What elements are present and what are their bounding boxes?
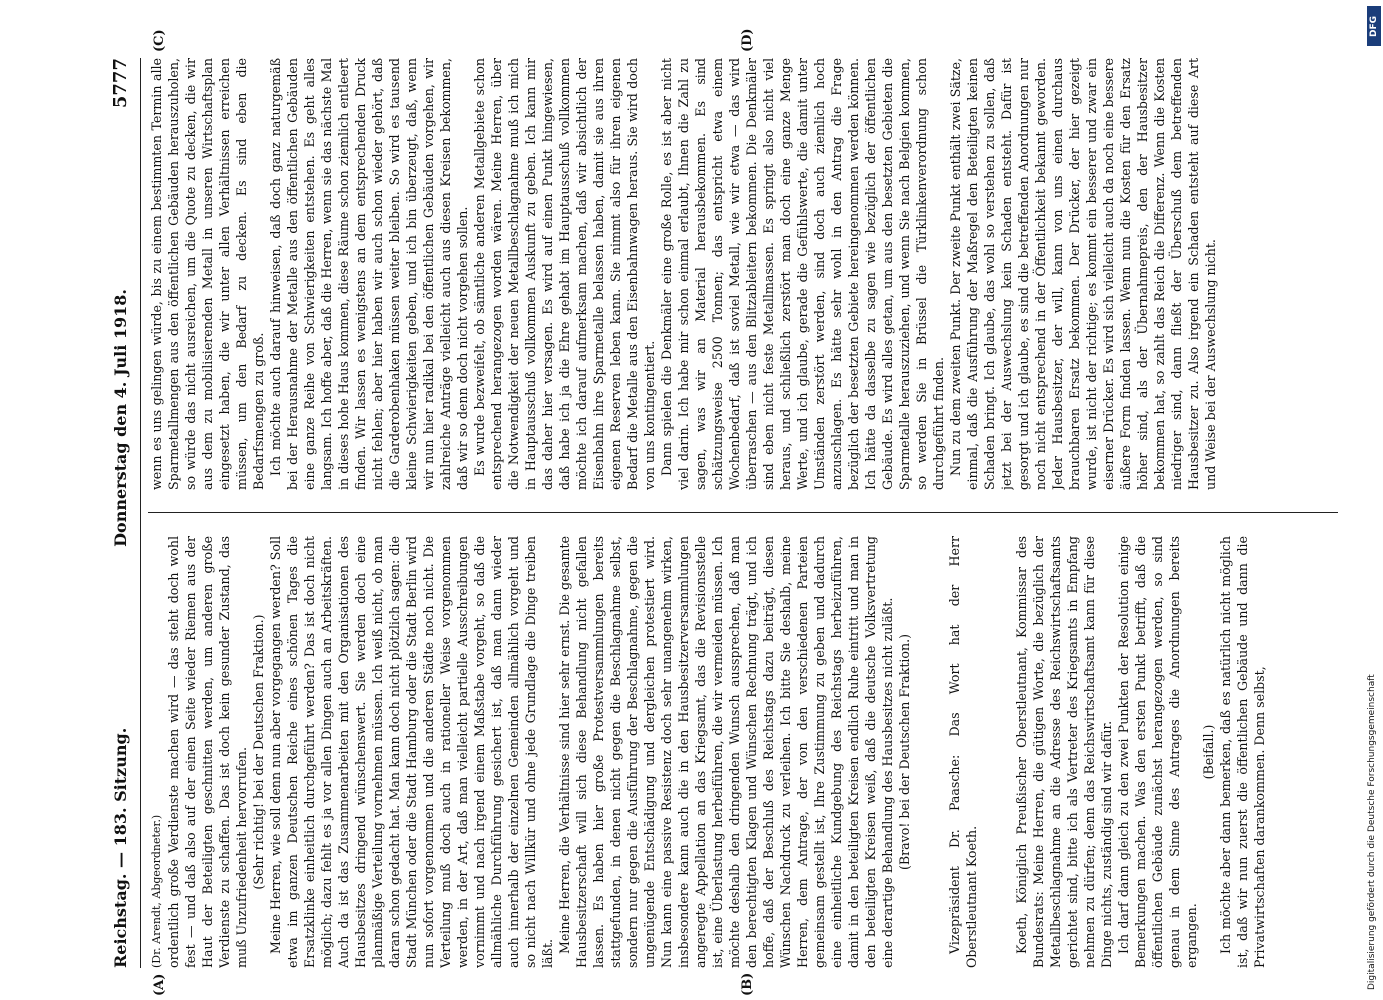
credit-text: Digitalisierung gefördert durch die Deutsche Forschungsgemeinschaft: [1367, 674, 1377, 990]
paragraph: (Beifall.): [1201, 724, 1217, 780]
paragraph-spacer: [926, 536, 934, 968]
left-text-column: [148, 536, 1338, 968]
paragraph: Koeth, Königlich Preußischer Oberstleutnant, Kommissar des Bundesrats: Meine Herren, die gütigen Worte, die bezüglich der Metallbeschlagnahme an die Adresse des Reichswirtschaftsamts gerichtet sind, bitte ich als Vertreter des Kriegsamts in Empfang nehmen zu dürfen; denn das Reichswirtschaftsamt kann für diese Dinge nichts, zuständig sind wir dafür.: [1014, 536, 1115, 968]
header-date: Donnerstag den 4. Juli 1918.: [110, 289, 130, 547]
paragraph: Meine Herren, die Verhältnisse sind hier sehr ernst. Die gesamte Hausbesitzerschaft will sich diese Behandlung nicht gefallen lassen. Es haben hier große Protestversammlungen bereits stattgefunden, in denen nicht gegen die Beschlagnahme selbst, sondern nur gegen die Ausführung der Beschlagnahme, gegen die ungenügende Entschädigung und dergleichen protestiert wird. Nun kann eine passive Resistenz doch sehr unangenehm wirken, insbesondere kann auch die in den Hausbesitzerversammlungen angeregte Appellation an das Kriegsamt, das die Revisionsstelle ist, eine Überlastung herbeiführen, die wir vermeiden müssen. Ich möchte deshalb den dringenden Wunsch aussprechen, daß man den berechtigten Klagen und Wünschen Rechnung trägt, und ich hoffe, daß der Beschluß des Reichstags dazu beiträgt, diesen Wünschen Nachdruck zu verleihen. Ich bitte Sie deshalb, meine Herren, dem Antrage, der von den verschiedenen Parteien gemeinsam gestellt ist, Ihre Zustimmung zu geben und dadurch eine einheitliche Kundgebung des Reichstags herbeizuführen, damit in den beteiligten Kreisen endlich Ruhe eintritt und man in den beteiligten Kreisen weiß, daß die deutsche Volksvertretung eine derartige Behandlung des Hausbesitzes nicht zuläßt.: [557, 536, 895, 968]
right-text-column: [148, 58, 1338, 490]
paragraph: ordentlich große Verdienste machen wird — das steht doch wohl fest — und daß also auf der einen Seite wieder Riemen aus der Haut der Beteiligten geschnitten werden, um anderen große Verdienste zu schaffen. Das ist doch kein gesunder Zustand, das muß Unzufriedenheit hervorrufen.: [166, 536, 249, 968]
margin-letter-d: (D): [740, 28, 755, 52]
paragraph: (Sehr richtig! bei der Deutschen Fraktion.): [251, 614, 266, 890]
page-number: 5777: [109, 58, 131, 109]
header-left-title: Reichstag. — 183. Sitzung.: [110, 727, 130, 968]
paragraph: Es wurde bezweifelt, ob sämtliche anderen Metallgebiete schon entsprechend herangezogen worden wären. Meine Herren, über die Notwendigkeit der neuen Metallbeschlagnahme muß ich mich in Hauptausschuß vollkommen Auskunft zu geben. Ich kann mir das daher hier versagen. Es wird auf einen Punkt hingewiesen, daß habe ich ja die Ehre gehabt im Hauptausschuß vollkommen möchte ich darauf aufmerksam machen, daß wir absichtlich der Eisenbahn ihre Sparmetalle belassen haben, damit sie aus ihren eigenen Reserven leben kann. Sie nimmt also für ihren eigenen Bedarf die Metalle aus den Eisenbahnwagen heraus. Sie wird doch von uns kontingentiert.: [472, 58, 657, 490]
digitization-credit: [1367, 6, 1381, 994]
page-header: [100, 58, 141, 968]
paragraph: Ich möchte auch darauf hinweisen, daß doch ganz naturgemäß bei der Herausnahme der Metalle aus den öffentlichen Gebäuden eine ganze Reihe von Schwierigkeiten entstehen. Es geht alles langsam. Ich hoffe aber, daß die Herren, wenn sie das nächste Mal in dieses hohe Haus kommen, diese Räume schon ziemlich entleert finden. Wir lassen es wenigstens an dem entsprechenden Druck nicht fehlen; aber hier haben wir auch schon wieder gehört, daß die Garderobenhaken müssen weiter bleiben. So wird es tausend kleine Schwierigkeiten geben, und ich bin überzeugt, daß, wenn wir nun hier radikal bei den öffentlichen Gebäuden vorgehen, wir zahlreiche Anträge vielleicht auch aus diesen Kreisen bekommen, daß wir so denn doch nicht vorgehen sollen.: [268, 58, 470, 490]
paragraph: Ich möchte aber dann bemerken, daß es natürlich nicht möglich ist, daß wir nun zuerst die öffentlichen Gebäude und dann die Privatwirtschaften darankommen. Denn selbst,: [1218, 536, 1268, 968]
rotated-page-stage: [100, 28, 1340, 996]
paragraph: Meine Herren, wie soll denn nun aber vorgegangen werden? Soll etwa im ganzen Deutschen Reiche eines schönen Tages die Ersatzklinke einheitlich durchgeführt werden? Das ist doch nicht möglich; dazu fehlt es ja vor allen Dingen auch an Arbeitskräften. Auch da ist das Zusammenarbeiten mit den Organisationen des Hausbesitzes dringend wünschenswert. Sie werden doch eine planmäßige Verteilung vornehmen müssen. Ich weiß nicht, ob man daran schon gedacht hat. Man kann doch nicht plötzlich sagen: die Stadt München oder die Stadt Hamburg oder die Stadt Berlin wird nun sofort vorgenommen und die anderen Städte noch nicht. Die Verteilung muß doch auch in rationeller Weise vorgenommen werden, in der Art, daß man vielleicht partielle Ausschreibungen vornimmt und nach irgend einem Maßstabe vorgeht, so daß die allmähliche Durchführung gesichert ist, daß man dann wieder auch innerhalb der einzelnen Gemeinden allmählich vorgeht und so nicht nach Willkür und ohne jede Grundlage die Dinge treiben läßt.: [268, 536, 555, 968]
paragraph: (Dr. Arendt, Abgeordneter.): [150, 814, 163, 968]
paragraph-spacer: [993, 536, 1001, 968]
column-divider: [148, 512, 1338, 513]
document-page: [100, 28, 1340, 996]
paragraph: Ich darf dann gleich zu den zwei Punkten der Resolution einige Bemerkungen machen. Was den ersten Punkt betrifft, daß die öffentlichen Gebäude zunächst herangezogen werden, so sind genau in dem Sinne des Antrages die Anordnungen bereits ergangen.: [1116, 536, 1200, 968]
paragraph: wenn es uns gelingen würde, bis zu einem bestimmten Termin alle Sparmetallmengen aus den öffentlichen Gebäuden herauszuholen, so würde das nicht ausreichen, um die Quote zu decken, die wir aus dem zu mobilisierenden Metall in unseren Wirtschaftsplan eingesetzt haben, die wir unter allen Verhältnissen erreichen müssen, um den Bedarf zu decken. Es sind eben die Bedarfsmengen zu groß.: [149, 58, 266, 490]
dfg-logo: DFG: [1367, 6, 1381, 46]
paragraph: Nun zu dem zweiten Punkt. Der zweite Punkt enthält zwei Sätze, einmal, daß die Ausführung der Maßregel den Beteiligten keinen Schaden bringt. Ich glaube, das wohl so verstehen zu sollen, daß jetzt bei der Auswechslung kein Schaden entsteht. Dafür ist gesorgt und ich glaube, es sind die betreffenden Anordnungen nur noch nicht entsprechend in der Öffentlichkeit bekannt geworden. Jeder Hausbesitzer, der will, kann von uns einen durchaus brauchbaren Ersatz bekommen. Der Drücker, der hier gezeigt wurde, ist nicht der richtige; es kommt ein besserer und zwar ein eiserner Drücker. Es wird sich vielleicht auch da noch eine bessere äußere Form finden lassen. Wenn nun die Kosten für den Ersatz höher sind, als der Übernahmepreis, den der Hausbesitzer bekommen hat, so zahlt das Reich die Differenz. Wenn die Kosten niedriger sind, dann fließt der Überschuß dem betreffenden Hausbesitzer zu. Also irgend ein Schaden entsteht auf diese Art und Weise bei der Auswechslung nicht.: [948, 58, 1218, 490]
paragraph: (Bravo! bei der Deutschen Fraktion.): [897, 633, 912, 871]
margin-letter-c: (C): [152, 29, 167, 52]
paragraph: Dann spielen die Denkmäler eine große Rolle, es ist aber nicht viel darin. Ich habe mir schon einmal erlaubt, Ihnen die Zahl zu sagen, was wir an Material herausbekommen. Es sind schätzungsweise 2500 Tonnen; das entspricht etwa einem Wochenbedarf, daß ist soviel Metall, wie wir etwa — das wird überraschen — aus den Blitzableitern bekommen. Die Denkmäler sind eben nicht feste Metallmassen. Es springt also nicht viel heraus, und schließlich zerstört man doch eine ganze Menge Werte, und ich glaube, gerade die Gefühlswerte, die damit unter Umständen zerstört werden, sind doch auch ziemlich hoch anzuschlagen. Es hätte sehr wohl in den Antrag die Frage bezüglich der besetzten Gebiete hereingenommen werden können. Ich hätte da dasselbe zu sagen wie bezüglich der öffentlichen Gebäude. Es wird alles getan, um aus den besetzten Gebieten die Sparmetalle herauszuziehen, und wenn Sie nach Belgien kommen, so werden Sie in Brüssel die Türklinkenverordnung schon durchgeführt finden.: [659, 58, 946, 490]
margin-letter-a: (A): [152, 973, 167, 996]
paragraph: Vizepräsident Dr. Paasche: Das Wort hat der Herr Oberstleutnant Koeth.: [947, 536, 980, 968]
margin-letter-b: (B): [740, 972, 755, 996]
